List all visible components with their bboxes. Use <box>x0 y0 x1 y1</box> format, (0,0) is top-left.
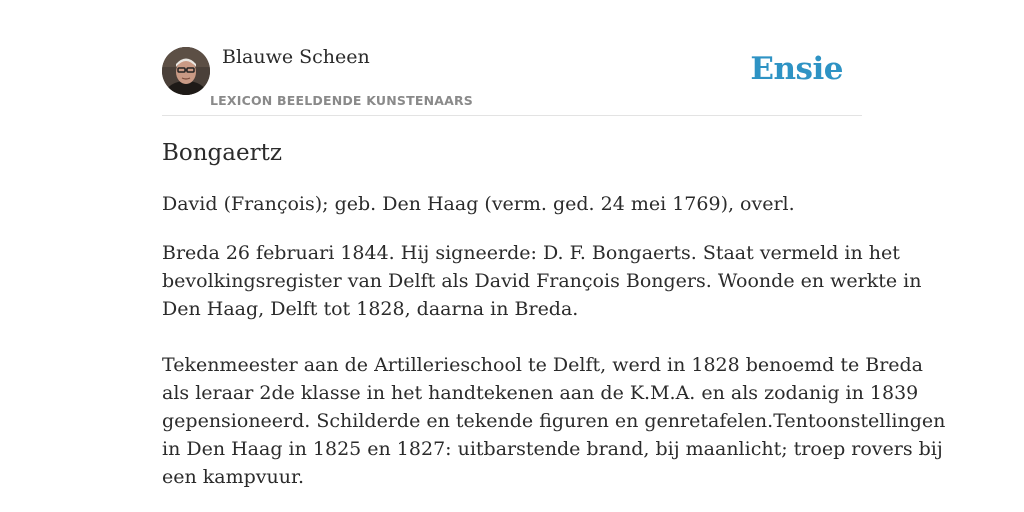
paragraph-gap <box>162 323 862 351</box>
body-line: gepensioneerd. Schilderde en tekende figuren en genretafelen.Tentoonstellingen <box>162 410 946 432</box>
category-label[interactable]: LEXICON BEELDENDE KUNSTENAARS <box>210 93 474 108</box>
author-name[interactable]: Blauwe Scheen <box>222 46 370 68</box>
body-line: een kampvuur. <box>162 466 305 488</box>
body-line: Breda 26 februari 1844. Hij signeerde: D. F. Bongaerts. Staat vermeld in het <box>162 242 900 264</box>
body-line: bevolkingsregister van Delft als David François Bongers. Woonde en werkte in <box>162 270 922 292</box>
page-header <box>162 45 862 115</box>
brand-logo[interactable]: Ensie <box>750 51 843 87</box>
body-line: Den Haag, Delft tot 1828, daarna in Breda. <box>162 298 579 320</box>
header-divider <box>162 115 862 116</box>
article-body <box>162 239 946 491</box>
body-line: als leraar 2de klasse in het handtekenen aan de K.M.A. en als zodanig in 1839 <box>162 382 919 404</box>
avatar-photo <box>162 47 210 95</box>
article-title: Bongaertz <box>162 140 282 166</box>
body-line: Tekenmeester aan de Artillerieschool te Delft, werd in 1828 benoemd te Breda <box>162 354 924 376</box>
article-lead: David (François); geb. Den Haag (verm. ged. 24 mei 1769), overl. <box>162 193 795 215</box>
avatar[interactable] <box>162 47 210 95</box>
body-line: in Den Haag in 1825 en 1827: uitbarstende brand, bij maanlicht; troep rovers bij <box>162 438 943 460</box>
